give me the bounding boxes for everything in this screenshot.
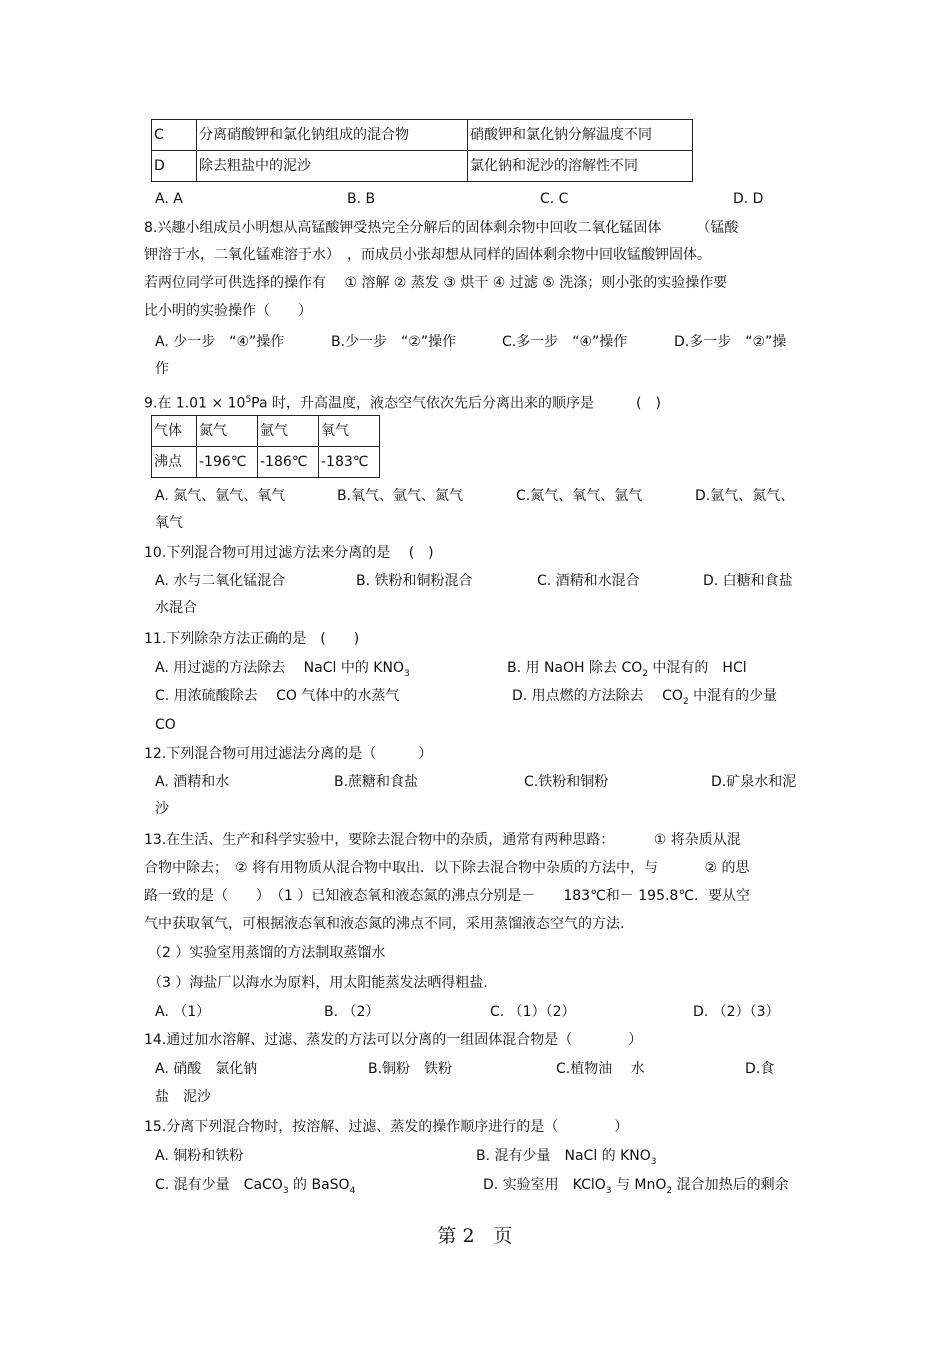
table-header-cell: 氩气 bbox=[258, 416, 319, 447]
subscript: 2 bbox=[642, 668, 648, 679]
q9-option-d: D.氩气、氮气、 bbox=[695, 488, 795, 504]
q15-option-c-text: C. 混有少量 CaCO bbox=[155, 1177, 283, 1193]
q7-options-table bbox=[151, 119, 693, 182]
table-row bbox=[152, 416, 380, 447]
q10-option-a: A. 水与二氧化锰混合 bbox=[155, 573, 286, 589]
q11-option-a bbox=[155, 658, 410, 684]
q15-option-c-mid: 的 BaSO bbox=[288, 1177, 350, 1193]
q11-option-b-text: B. 用 NaOH 除去 CO bbox=[507, 660, 643, 676]
q8-option-d: D.多一步 “②”操 bbox=[674, 334, 787, 350]
q14-option-b: B.铜粉 铁粉 bbox=[368, 1061, 453, 1077]
subscript: 4 bbox=[349, 1185, 356, 1196]
subscript: 3 bbox=[605, 1185, 612, 1196]
q8-option-a: A. 少一步 “④”操作 bbox=[155, 334, 285, 350]
q15-stem: 15.分离下列混合物时，按溶解、过滤、蒸发的操作顺序进行的是（ ） bbox=[144, 1119, 629, 1135]
q8-stem-line: 钾溶于水，二氧化锰难溶于水） ，而成员小张却想从同样的固体剩余物中回收锰酸钾固体。 bbox=[144, 247, 711, 263]
q8-option-d-wrap: 作 bbox=[155, 361, 169, 377]
table-cell: -196℃ bbox=[197, 447, 258, 478]
q9-option-b: B.氧气、氩气、氮气 bbox=[337, 488, 464, 504]
q9-stem bbox=[144, 390, 661, 414]
q11-option-d bbox=[512, 686, 777, 712]
q15-option-d-tail: 混合加热后的剩余 bbox=[672, 1177, 789, 1193]
q11-option-b bbox=[507, 658, 747, 684]
q7-option-a: A. A bbox=[155, 191, 183, 207]
q14-option-c: C.植物油 水 bbox=[556, 1061, 645, 1077]
q7-option-d: D. D bbox=[733, 191, 764, 207]
q11-option-d-text: D. 用点燃的方法除去 CO bbox=[512, 688, 683, 704]
q15-option-d bbox=[483, 1175, 789, 1201]
table-cell: 硝酸钾和氯化钠分解温度不同 bbox=[468, 120, 693, 151]
q13-option-c: C. （1）（2） bbox=[490, 1004, 576, 1020]
table-header-cell: 氧气 bbox=[319, 416, 380, 447]
table-cell: 分离硝酸钾和氯化钠组成的混合物 bbox=[197, 120, 468, 151]
q13-option-a: A. （1） bbox=[155, 1004, 211, 1020]
table-row bbox=[152, 120, 693, 151]
table-row bbox=[152, 447, 380, 478]
table-cell: C bbox=[152, 120, 197, 151]
q7-option-b: B. B bbox=[347, 191, 376, 207]
q13-option-b: B. （2） bbox=[324, 1004, 380, 1020]
q11-option-d-wrap: CO bbox=[155, 717, 176, 733]
table-cell: -183℃ bbox=[319, 447, 380, 478]
q14-option-d-wrap: 盐 泥沙 bbox=[155, 1089, 211, 1105]
q10-stem: 10.下列混合物可用过滤方法来分离的是 ( ) bbox=[144, 545, 434, 561]
q9-option-d-wrap: 氧气 bbox=[155, 515, 183, 531]
q12-option-d-wrap: 沙 bbox=[155, 801, 169, 817]
q13-option-d: D. （2）（3） bbox=[693, 1004, 780, 1020]
q12-option-d: D.矿泉水和泥 bbox=[711, 774, 797, 790]
q12-option-c: C.铁粉和铜粉 bbox=[524, 774, 609, 790]
q13-stem-line: （2 ）实验室用蒸馏的方法制取蒸馏水 bbox=[148, 945, 386, 961]
table-cell: 沸点 bbox=[152, 447, 197, 478]
q15-option-b-text: B. 混有少量 NaCl 的 KNO bbox=[476, 1148, 651, 1164]
table-cell: -186℃ bbox=[258, 447, 319, 478]
q8-stem-line: 8.兴趣小组成员小明想从高锰酸钾受热完全分解后的固体剩余物中回收二氧化锰固体 （锰酸 bbox=[144, 220, 739, 236]
subscript: 3 bbox=[650, 1156, 657, 1167]
q12-stem: 12.下列混合物可用过滤法分离的是（ ） bbox=[144, 746, 433, 762]
q15-option-a: A. 铜粉和铁粉 bbox=[155, 1148, 244, 1164]
q10-option-d-wrap: 水混合 bbox=[155, 600, 197, 616]
table-header-cell: 氮气 bbox=[197, 416, 258, 447]
q13-stem-line: 气中获取氧气，可根据液态氧和液态氮的沸点不同，采用蒸馏液态空气的方法. bbox=[144, 916, 625, 932]
q7-option-c: C. C bbox=[540, 191, 569, 207]
q15-option-b bbox=[476, 1146, 657, 1172]
q10-option-b: B. 铁粉和铜粉混合 bbox=[356, 573, 473, 589]
q13-stem-line: 路一致的是（ ） （1 ）已知液态氧和液态氮的沸点分别是－ 183℃和－ 195.8℃．要从空 bbox=[144, 888, 751, 904]
q9-option-c: C.氮气、氧气、氩气 bbox=[516, 488, 643, 504]
q8-option-c: C.多一步 “④”操作 bbox=[502, 334, 628, 350]
q14-stem: 14.通过加水溶解、过滤、蒸发的方法可以分离的一组固体混合物是（ ） bbox=[144, 1032, 643, 1048]
q8-option-b: B.少一步 “②”操作 bbox=[331, 334, 457, 350]
q11-stem: 11.下列除杂方法正确的是 ( ) bbox=[144, 631, 360, 647]
q10-option-c: C. 酒精和水混合 bbox=[537, 573, 640, 589]
q8-stem-line: 比小明的实验操作（ ） bbox=[144, 303, 312, 319]
q11-option-a-text: A. 用过滤的方法除去 NaCl 中的 KNO bbox=[155, 660, 404, 676]
q9-option-a: A. 氮气、氩气、氧气 bbox=[155, 488, 286, 504]
q12-option-b: B.蔗糖和食盐 bbox=[334, 774, 419, 790]
table-cell: 氯化钠和泥沙的溶解性不同 bbox=[468, 151, 693, 182]
q9-stem-prefix: 9.在 1.01 × 10 bbox=[144, 395, 246, 412]
q9-stem-suffix: Pa 时，升高温度，液态空气依次先后分离出来的顺序是 ( ) bbox=[251, 395, 661, 412]
q9-exponent: 5 bbox=[245, 395, 252, 405]
page-number: 第 2 页 bbox=[437, 1225, 513, 1247]
q14-option-a: A. 硝酸 氯化钠 bbox=[155, 1061, 258, 1077]
q13-stem-line: 13.在生活、生产和科学实验中，要除去混合物中的杂质，通常有两种思路： ① 将杂质从混 bbox=[144, 832, 741, 848]
q15-option-d-mid: 与 MnO bbox=[611, 1177, 667, 1193]
q15-option-c bbox=[155, 1175, 355, 1201]
q10-option-d: D. 白糖和食盐 bbox=[703, 573, 793, 589]
q13-stem-line: 合物中除去； ② 将有用物质从混合物中取出．以下除去混合物中杂质的方法中，与 ② 的思 bbox=[144, 860, 750, 876]
q11-option-d-tail: 中混有的少量 bbox=[688, 688, 778, 704]
subscript: 2 bbox=[682, 696, 689, 707]
q9-boiling-point-table bbox=[151, 415, 380, 478]
q11-option-b-tail: 中混有的 HCl bbox=[647, 660, 747, 676]
q15-option-d-text: D. 实验室用 KClO bbox=[483, 1177, 606, 1193]
subscript: 3 bbox=[403, 668, 410, 679]
q11-option-c: C. 用浓硫酸除去 CO 气体中的水蒸气 bbox=[155, 688, 400, 704]
q13-stem-line: （3 ）海盐厂以海水为原料，用太阳能蒸发法晒得粗盐. bbox=[148, 975, 488, 991]
table-row bbox=[152, 151, 693, 182]
q12-option-a: A. 酒精和水 bbox=[155, 774, 230, 790]
table-header-cell: 气体 bbox=[152, 416, 197, 447]
q14-option-d: D.食 bbox=[745, 1061, 775, 1077]
q8-stem-line: 若两位同学可供选择的操作有 ① 溶解 ② 蒸发 ③ 烘干 ④ 过滤 ⑤ 洗涤；则小张的实验操作要 bbox=[144, 275, 728, 291]
subscript: 2 bbox=[666, 1185, 673, 1196]
table-cell: 除去粗盐中的泥沙 bbox=[197, 151, 468, 182]
subscript: 3 bbox=[282, 1185, 289, 1196]
table-cell: D bbox=[152, 151, 197, 182]
